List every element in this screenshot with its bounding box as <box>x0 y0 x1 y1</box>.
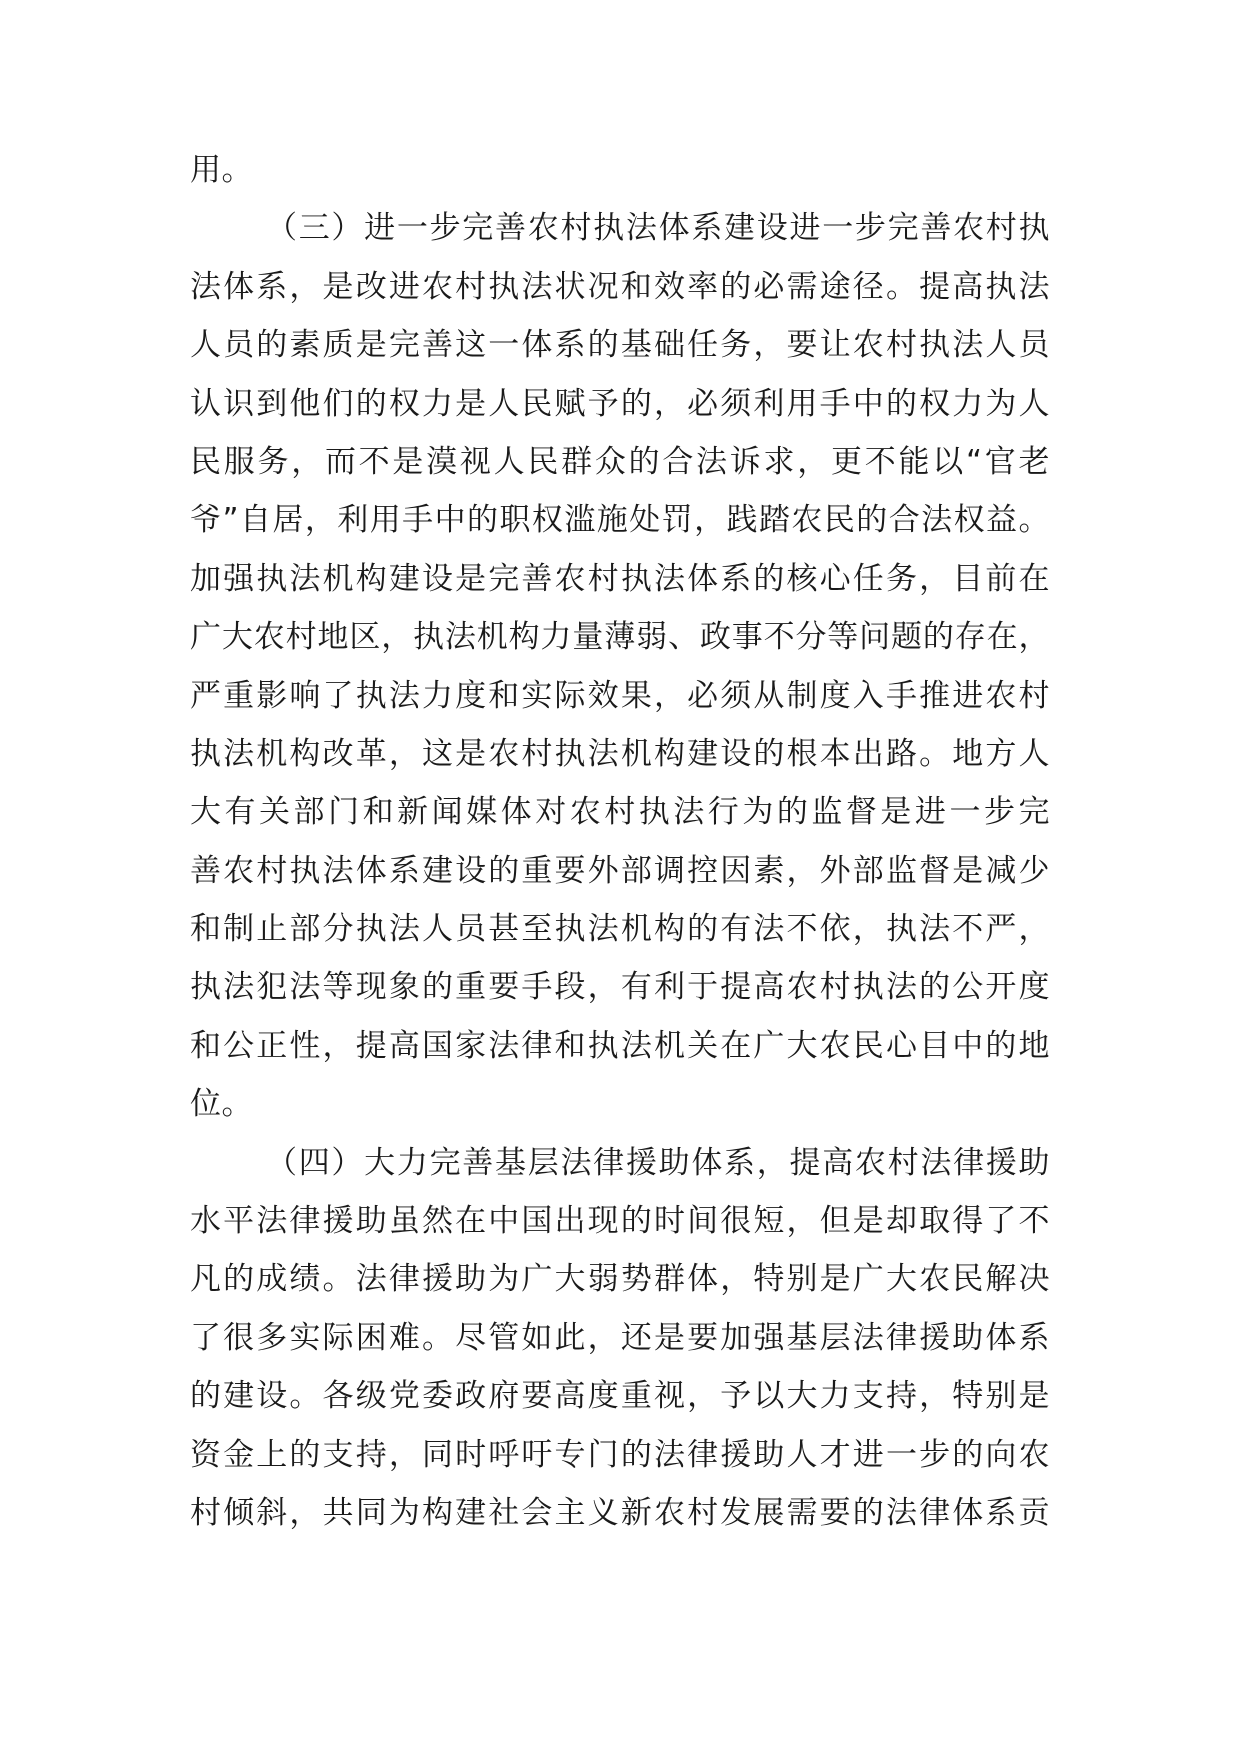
text-line: 民服务，而不是漠视人民群众的合法诉求，更不能以“官老 <box>190 443 1050 480</box>
text-line: 和制止部分执法人员甚至执法机构的有法不依，执法不严， <box>190 911 1050 948</box>
text-line: 了很多实际困难。尽管如此，还是要加强基层法律援助体系 <box>190 1319 1050 1356</box>
text-line: 法体系，是改进农村执法状况和效率的必需途径。提高执法 <box>190 268 1050 305</box>
text-line: 位。 <box>190 1086 253 1123</box>
text-line: 和公正性，提高国家法律和执法机关在广大农民心目中的地 <box>190 1027 1050 1064</box>
section-heading-line: （四）大力完善基层法律援助体系，提高农村法律援助 <box>266 1144 1050 1181</box>
body-text <box>190 141 1050 1542</box>
text-line: 严重影响了执法力度和实际效果，必须从制度入手推进农村 <box>190 677 1050 714</box>
text-line: 用。 <box>190 152 253 188</box>
text-line: 执法机构改革，这是农村执法机构建设的根本出路。地方人 <box>190 735 1050 772</box>
text-line: 爷”自居，利用手中的职权滥施处罚，践踏农民的合法权益。 <box>190 502 1050 539</box>
text-line: 加强执法机构建设是完善农村执法体系的核心任务，目前在 <box>190 560 1050 597</box>
text-line: 村倾斜，共同为构建社会主义新农村发展需要的法律体系贡 <box>190 1494 1050 1531</box>
text-line: 的建设。各级党委政府要高度重视，予以大力支持，特别是 <box>190 1378 1050 1415</box>
text-line: 认识到他们的权力是人民赋予的，必须利用手中的权力为人 <box>190 385 1050 422</box>
text-line: 大有关部门和新闻媒体对农村执法行为的监督是进一步完 <box>190 794 1050 831</box>
text-line: 善农村执法体系建设的重要外部调控因素，外部监督是减少 <box>190 852 1050 889</box>
section-heading-line: （三）进一步完善农村执法体系建设进一步完善农村执 <box>266 210 1050 247</box>
text-line: 执法犯法等现象的重要手段，有利于提高农村执法的公开度 <box>190 969 1050 1006</box>
text-line: 凡的成绩。法律援助为广大弱势群体，特别是广大农民解决 <box>190 1261 1050 1298</box>
text-line: 广大农村地区，执法机构力量薄弱、政事不分等问题的存在， <box>190 619 1050 656</box>
text-line: 水平法律援助虽然在中国出现的时间很短，但是却取得了不 <box>190 1203 1050 1240</box>
text-line: 人员的素质是完善这一体系的基础任务，要让农村执法人员 <box>190 327 1050 364</box>
text-line: 资金上的支持，同时呼吁专门的法律援助人才进一步的向农 <box>190 1436 1050 1473</box>
